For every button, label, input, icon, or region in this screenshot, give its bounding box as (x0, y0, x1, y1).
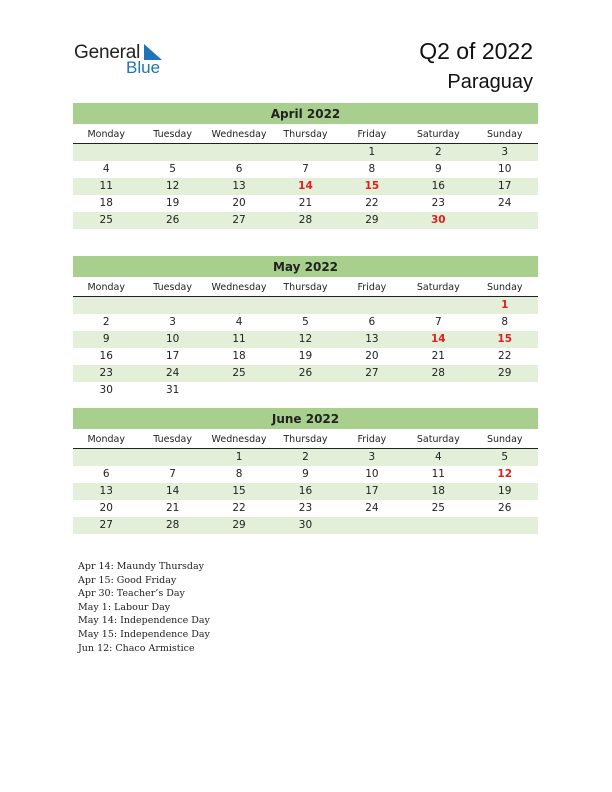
day-cell: 21 (298, 197, 313, 209)
day-cell: 15 (364, 180, 380, 192)
day-cell: 30 (298, 519, 313, 531)
day-cell (472, 517, 538, 534)
day-cell: 3 (169, 316, 176, 328)
day-cell: 15 (232, 485, 246, 497)
day-cell: 17 (165, 350, 180, 362)
day-cell: 16 (99, 350, 113, 362)
weekday-label: Wednesday (211, 129, 267, 140)
holiday-entry: Jun 12: Chaco Armistice (78, 642, 195, 654)
week-row (73, 449, 538, 466)
day-cell: 21 (165, 502, 180, 514)
day-cell: 14 (298, 180, 313, 192)
day-cell: 29 (365, 214, 379, 226)
day-cell: 25 (99, 214, 113, 226)
day-cell: 28 (298, 214, 313, 226)
day-cell: 20 (232, 197, 246, 209)
day-cell (472, 212, 538, 229)
week-row (73, 161, 538, 178)
day-cell: 19 (165, 197, 180, 209)
day-cell: 14 (165, 485, 180, 497)
day-cell: 13 (232, 180, 246, 192)
day-cell: 10 (165, 333, 180, 345)
weekday-label: Thursday (283, 434, 328, 445)
day-cell (139, 449, 205, 466)
week-row (73, 144, 538, 161)
day-cell: 18 (99, 197, 113, 209)
weekday-label: Friday (357, 129, 387, 140)
day-cell: 18 (431, 485, 445, 497)
day-cell (139, 297, 205, 314)
week-row (73, 382, 538, 399)
holiday-entry: Apr 14: Maundy Thursday (78, 561, 205, 572)
day-cell: 28 (165, 519, 180, 531)
day-cell: 5 (302, 316, 309, 328)
week-row (73, 195, 538, 212)
weekday-label: Tuesday (153, 434, 192, 445)
holiday-entry: May 1: Labour Day (78, 601, 171, 613)
day-cell: 20 (365, 350, 379, 362)
day-cell: 22 (232, 502, 246, 514)
day-cell: 21 (431, 350, 445, 362)
day-cell (73, 449, 139, 466)
day-cell: 15 (497, 333, 513, 345)
weekday-label: Tuesday (153, 129, 192, 140)
day-cell: 16 (431, 180, 445, 192)
weekday-label: Saturday (416, 129, 460, 140)
day-cell (339, 297, 405, 314)
day-cell: 19 (298, 350, 313, 362)
day-cell: 11 (232, 333, 246, 345)
country-name: Paraguay (447, 71, 533, 93)
day-cell (272, 382, 338, 399)
weekday-label: Monday (87, 282, 125, 293)
weekday-label: Monday (87, 129, 125, 140)
holiday-list (78, 560, 210, 655)
day-cell: 2 (102, 316, 110, 328)
week-row (73, 297, 538, 314)
day-cell: 16 (298, 485, 313, 497)
week-row (73, 348, 538, 365)
weekday-label: Monday (87, 434, 125, 445)
day-cell: 6 (235, 163, 243, 175)
day-cell: 5 (501, 451, 509, 463)
weekday-label: Friday (357, 282, 387, 293)
day-cell: 20 (99, 502, 113, 514)
day-cell: 8 (501, 316, 509, 328)
day-cell (73, 144, 139, 161)
day-cell: 30 (431, 214, 446, 226)
weekday-label: Sunday (486, 129, 523, 140)
day-cell (472, 382, 538, 399)
day-cell: 7 (434, 316, 442, 328)
day-cell: 9 (302, 468, 309, 480)
day-cell: 18 (232, 350, 246, 362)
day-cell (405, 297, 471, 314)
day-cell (139, 144, 205, 161)
weekday-header-row (73, 431, 538, 449)
brand-blue-text: Blue (126, 58, 161, 77)
day-cell: 30 (99, 384, 113, 396)
day-cell: 23 (431, 197, 445, 209)
day-cell: 12 (298, 333, 313, 345)
week-row (73, 500, 538, 517)
day-cell: 23 (298, 502, 313, 514)
month-title: June 2022 (73, 408, 538, 429)
day-cell: 26 (165, 214, 180, 226)
weekday-header-row (73, 279, 538, 297)
day-cell (272, 297, 338, 314)
day-cell: 1 (368, 146, 376, 158)
day-cell: 28 (431, 367, 445, 379)
weekday-label: Friday (357, 434, 387, 445)
holiday-entry: May 15: Independence Day (78, 628, 210, 640)
day-cell: 24 (498, 197, 512, 209)
day-cell (73, 297, 139, 314)
day-cell (272, 144, 338, 161)
day-cell: 29 (498, 367, 512, 379)
week-row (73, 483, 538, 500)
day-cell: 2 (434, 146, 442, 158)
day-cell: 24 (165, 367, 180, 379)
day-cell: 27 (232, 214, 246, 226)
day-cell (206, 382, 272, 399)
day-cell: 27 (99, 519, 113, 531)
day-cell (339, 382, 405, 399)
day-cell: 24 (365, 502, 379, 514)
day-cell: 6 (368, 316, 376, 328)
day-cell: 19 (498, 485, 512, 497)
weekday-label: Saturday (416, 282, 460, 293)
month-title: May 2022 (73, 256, 538, 277)
day-cell (405, 382, 471, 399)
day-cell: 7 (169, 468, 176, 480)
day-cell: 3 (501, 146, 509, 158)
day-cell: 25 (431, 502, 445, 514)
weekday-label: Wednesday (211, 434, 267, 445)
quarter-title: Q2 of 2022 (419, 38, 533, 64)
day-cell: 1 (501, 299, 509, 311)
day-cell: 9 (434, 163, 442, 175)
day-cell: 17 (498, 180, 512, 192)
day-cell: 10 (498, 163, 512, 175)
week-row (73, 466, 538, 483)
month-may (73, 256, 538, 399)
day-cell: 4 (235, 316, 243, 328)
weekday-label: Sunday (486, 434, 523, 445)
week-row (73, 314, 538, 331)
day-cell: 25 (232, 367, 246, 379)
day-cell: 3 (368, 451, 376, 463)
day-cell: 26 (298, 367, 313, 379)
holiday-entry: Apr 30: Teacher’s Day (78, 588, 185, 600)
week-row (73, 331, 538, 348)
day-cell: 22 (498, 350, 512, 362)
day-cell: 6 (102, 468, 110, 480)
day-cell: 4 (102, 163, 110, 175)
day-cell: 17 (365, 485, 379, 497)
weekday-label: Thursday (283, 129, 328, 140)
day-cell: 23 (99, 367, 113, 379)
day-cell (206, 144, 272, 161)
day-cell: 12 (165, 180, 180, 192)
day-cell: 14 (431, 333, 446, 345)
week-row (73, 212, 538, 229)
day-cell: 13 (365, 333, 379, 345)
day-cell: 27 (365, 367, 379, 379)
month-june (73, 408, 538, 534)
brand-general-text: General (74, 42, 141, 63)
weekday-header-row (73, 126, 538, 144)
holiday-entry: May 14: Independence Day (78, 615, 210, 627)
day-cell: 8 (368, 163, 376, 175)
day-cell: 2 (302, 451, 309, 463)
day-cell (206, 297, 272, 314)
week-row (73, 365, 538, 382)
day-cell: 9 (102, 333, 110, 345)
day-cell: 10 (365, 468, 379, 480)
week-row (73, 517, 538, 534)
week-row (73, 178, 538, 195)
day-cell: 5 (169, 163, 176, 175)
day-cell: 7 (302, 163, 309, 175)
day-cell: 11 (431, 468, 445, 480)
day-cell: 13 (99, 485, 113, 497)
day-cell: 8 (235, 468, 243, 480)
day-cell: 12 (497, 468, 513, 480)
day-cell: 4 (434, 451, 442, 463)
day-cell: 22 (365, 197, 379, 209)
weekday-label: Sunday (486, 282, 523, 293)
weekday-label: Wednesday (211, 282, 267, 293)
day-cell: 31 (165, 384, 180, 396)
day-cell: 1 (235, 451, 243, 463)
brand-logo (74, 42, 174, 78)
month-title: April 2022 (73, 103, 538, 124)
day-cell: 26 (498, 502, 512, 514)
day-cell (405, 517, 471, 534)
day-cell (339, 517, 405, 534)
weekday-label: Tuesday (153, 282, 192, 293)
month-april (73, 103, 538, 229)
holiday-entry: Apr 15: Good Friday (78, 574, 177, 586)
weekday-label: Thursday (283, 282, 328, 293)
day-cell: 29 (232, 519, 246, 531)
day-cell: 11 (99, 180, 113, 192)
weekday-label: Saturday (416, 434, 460, 445)
